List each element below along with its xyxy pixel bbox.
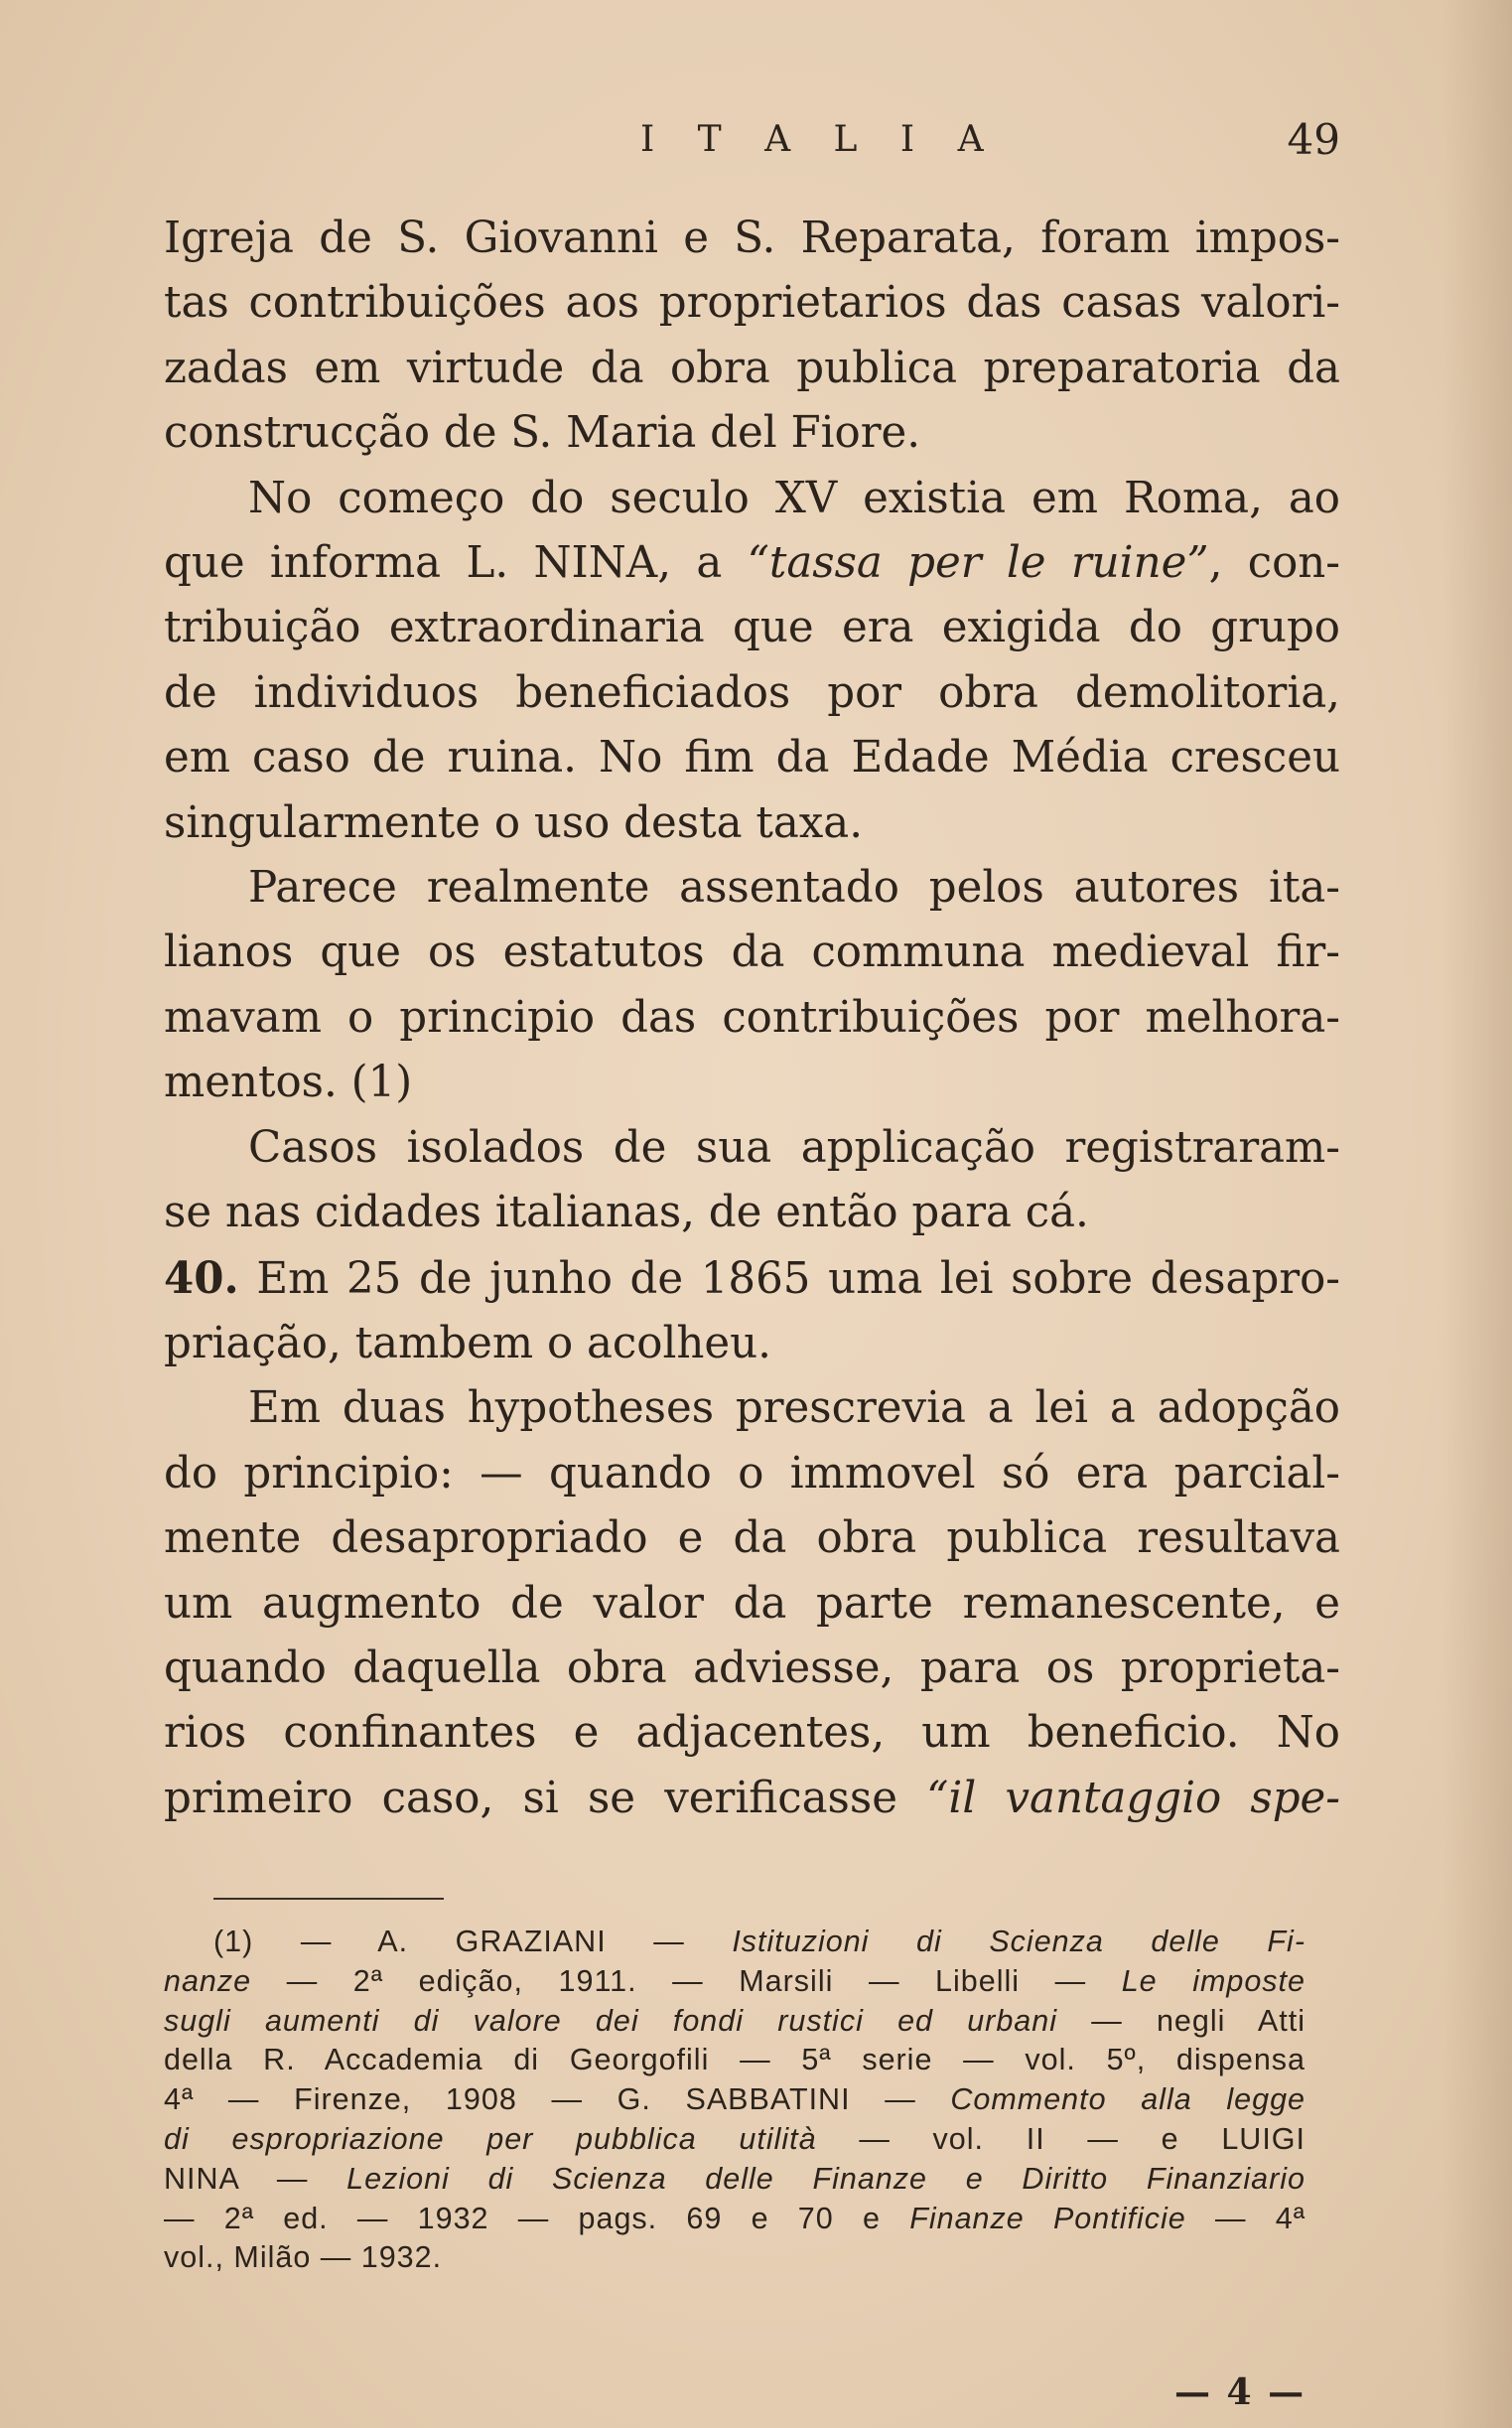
italic-title: Finanze Pontificie (909, 2201, 1186, 2235)
paragraph-2 (164, 467, 1340, 856)
text-span: — 4ª (1185, 2201, 1306, 2235)
text-line: quando daquella obra adviesse, para os proprieta- (164, 1642, 1340, 1693)
text-span: primeiro caso, si se verificasse (164, 1773, 927, 1823)
paragraph-1 (164, 207, 1340, 467)
text-line: construcção de S. Maria del Fiore. (164, 408, 921, 459)
body-text (164, 207, 1340, 1831)
paragraph-4 (164, 1116, 1340, 1246)
footnotes (164, 1923, 1306, 2278)
footnote-line (164, 1962, 1306, 2002)
text-line (164, 1246, 1340, 1312)
footnote-line: della R. Accademia di Georgofili — 5ª serie — vol. 5º, dispensa (164, 2043, 1306, 2077)
text-span: — negli Atti (1057, 2003, 1306, 2038)
italic-quote: “il vantaggio spe- (926, 1773, 1341, 1823)
text-line: singularmente o uso desta taxa. (164, 797, 864, 848)
text-line (164, 1767, 1340, 1831)
text-span: que informa L. NINA, a (164, 538, 748, 589)
running-title: I T A L I A (640, 119, 1000, 160)
page-header (164, 109, 1350, 179)
footnote-line (164, 1923, 1306, 1962)
text-span: (1) — A. GRAZIANI — (213, 1925, 733, 1958)
text-line: zadas em virtude da obra publica preparatoria da (164, 343, 1340, 393)
text-span: NINA — (164, 2161, 347, 2196)
text-span: , con- (1208, 538, 1340, 589)
footnote-line (164, 2160, 1306, 2200)
signature-mark: — 4 — (1174, 2371, 1306, 2413)
footnote-divider (213, 1898, 444, 1900)
italic-title: nanze (164, 1963, 252, 1998)
text-line (164, 531, 1340, 596)
text-line: No começo do seculo XV existia em Roma, ao (248, 473, 1340, 523)
text-line: Igreja de S. Giovanni e S. Reparata, foram impos- (164, 214, 1340, 263)
text-line: lianos que os estatutos da communa medieval fir- (164, 928, 1340, 978)
text-span: — 2ª edição, 1911. — Marsili — Libelli — (251, 1963, 1122, 1998)
footnote-line: vol., Milão — 1932. (164, 2240, 443, 2275)
text-line: mavam o principio das contribuições por melhora- (164, 992, 1340, 1043)
text-span: — 2ª ed. — 1932 — pags. 69 e 70 e (164, 2201, 910, 2235)
page-edge-shadow (1443, 0, 1512, 2428)
section-number: 40. (164, 1252, 239, 1304)
text-span: Em 25 de junho de 1865 uma lei sobre desapro- (256, 1253, 1341, 1304)
text-line: priação, tambem o acolheu. (164, 1318, 771, 1368)
italic-title: Lezioni di Scienza delle Finanze e Diritto Finanziario (346, 2161, 1306, 2196)
text-line: mente desapropriado e da obra publica resultava (164, 1513, 1340, 1564)
text-line: tribuição extraordinaria que era exigida do grupo (164, 603, 1340, 653)
italic-title: sugli aumenti di valore dei fondi rustici ed urbani (164, 2003, 1058, 2038)
footnote-line (164, 2080, 1306, 2120)
text-line: Casos isolados de sua applicação registraram- (248, 1122, 1340, 1173)
italic-title: Le imposte (1121, 1963, 1306, 1998)
footnote-line (164, 2002, 1306, 2042)
paragraph-3 (164, 856, 1340, 1116)
italic-title: Istituzioni di Scienza delle Fi- (732, 1925, 1306, 1958)
text-line: em caso de ruina. No fim da Edade Média cresceu (164, 733, 1340, 784)
text-line: mentos. (1) (164, 1058, 413, 1108)
text-line: se nas cidades italianas, de então para cá. (164, 1188, 1089, 1238)
text-line: do principio: — quando o immovel só era parcial- (164, 1448, 1340, 1499)
italic-quote: “tassa per le ruine” (747, 538, 1209, 589)
paragraph-6 (164, 1376, 1340, 1831)
text-line: Parece realmente assentado pelos autores ita- (248, 863, 1340, 914)
footnote-line (164, 2200, 1306, 2239)
page-number: 49 (1287, 115, 1340, 164)
text-span: 4ª — Firenze, 1908 — G. SABBATINI — (164, 2082, 951, 2117)
italic-title: di espropriazione per pubblica utilità (164, 2121, 817, 2156)
text-line: rios confinantes e adjacentes, um beneficio. No (164, 1708, 1340, 1759)
text-line: Em duas hypotheses prescrevia a lei a adopção (248, 1383, 1340, 1434)
text-line: de individuos beneficiados por obra demolitoria, (164, 667, 1340, 718)
italic-title: Commento alla legge (950, 2082, 1306, 2117)
footnote-line (164, 2120, 1306, 2160)
text-span: — vol. II — e LUIGI (816, 2121, 1306, 2156)
text-line: tas contribuições aos proprietarios das casas valori- (164, 278, 1340, 329)
paragraph-5 (164, 1246, 1340, 1377)
text-line: um augmento de valor da parte remanescente, e (164, 1578, 1340, 1629)
